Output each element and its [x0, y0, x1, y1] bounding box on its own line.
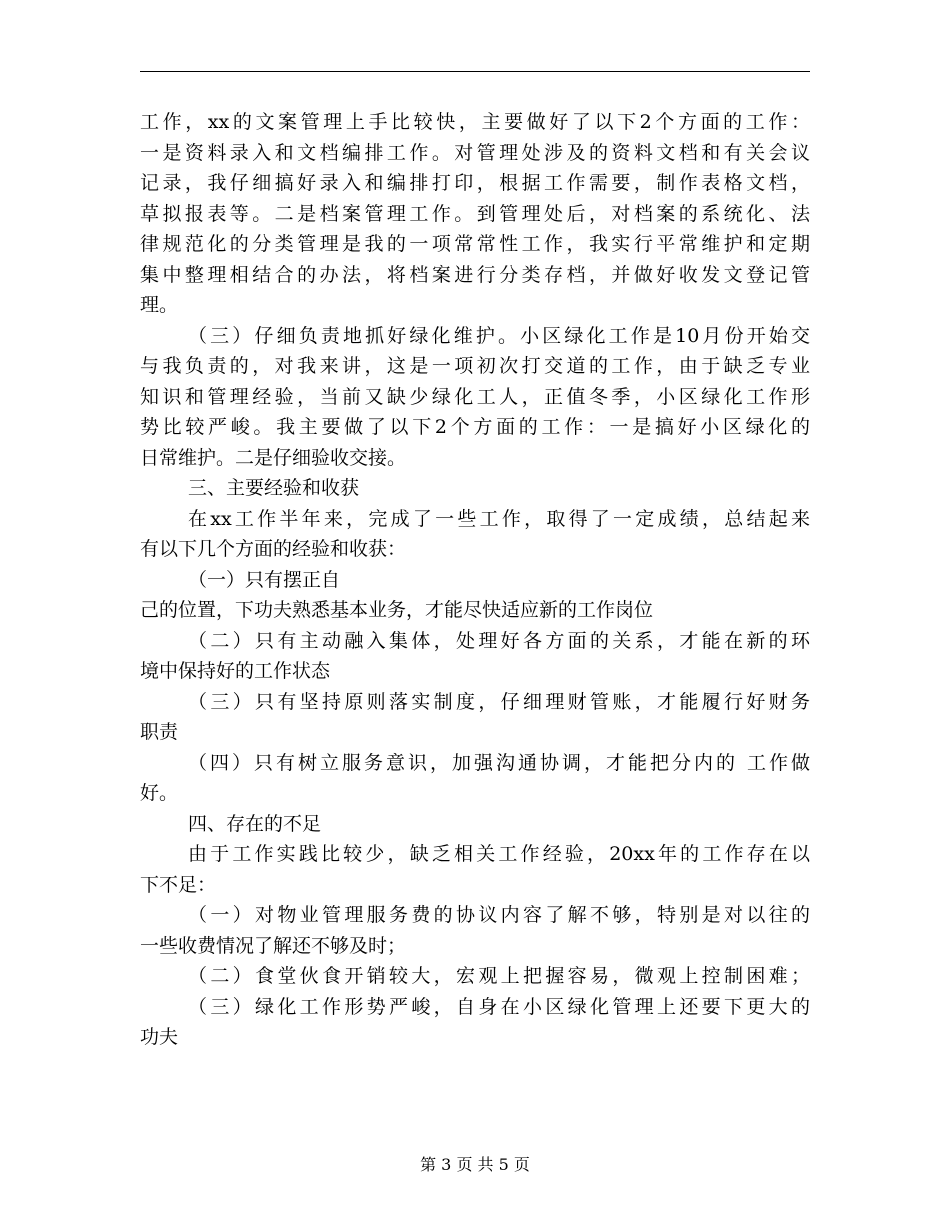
- section-heading: 四、存在的不足: [188, 812, 322, 835]
- text-line: 集中整理相结合的办法，将档案进行分类存档，并做好收发文登记管: [140, 263, 810, 286]
- text-line: 日常维护。二是仔细验收交接。: [140, 446, 407, 469]
- text-line: （一）对物业管理服务费的协议内容了解不够，特别是对以往的: [188, 904, 810, 926]
- text-line: （三）仔细负责地抓好绿化维护。小区绿化工作是10月份开始交: [188, 324, 810, 347]
- text-line: 由于工作实践比较少，缺乏相关工作经验，20xx年的工作存在以: [188, 843, 810, 865]
- text-line: 理。: [140, 294, 179, 316]
- section-heading: 三、主要经验和收获: [188, 477, 360, 499]
- text-line: 与我负责的，对我来讲，这是一项初次打交道的工作，由于缺乏专业: [140, 355, 810, 377]
- text-line: （四）只有树立服务意识，加强沟通协调，才能把分内的 工作做: [188, 751, 810, 774]
- text-line: 草拟报表等。二是档案管理工作。到管理处后，对档案的系统化、法: [140, 202, 810, 225]
- text-line: 境中保持好的工作状态: [140, 660, 331, 682]
- text-line: 己的位置，下功夫熟悉基本业务，才能尽快适应新的工作岗位: [140, 599, 654, 621]
- text-line: （一）只有摆正自: [188, 568, 341, 591]
- text-line: （三）绿化工作形势严峻，自身在小区绿化管理上还要下更大的: [188, 995, 810, 1018]
- text-line: 势比较严峻。我主要做了以下2个方面的工作：一是搞好小区绿化的: [140, 416, 810, 438]
- document-body: [140, 107, 810, 1053]
- text-line: 工作，xx的文案管理上手比较快，主要做好了以下2个方面的工作：: [140, 111, 810, 133]
- text-line: 职责: [140, 721, 179, 743]
- text-line: 知识和管理经验，当前又缺少绿化工人，正值冬季，小区绿化工作形: [140, 385, 810, 408]
- text-line: （二）食堂伙食开销较大，宏观上把握容易，微观上控制困难；: [188, 965, 810, 987]
- text-line: （二）只有主动融入集体，处理好各方面的关系，才能在新的环: [188, 629, 810, 652]
- page-footer: 第 3 页 共 5 页: [420, 1155, 530, 1174]
- header-rule: [140, 71, 810, 72]
- text-line: 一是资料录入和文档编排工作。对管理处涉及的资料文档和有关会议: [140, 141, 810, 164]
- text-line: 记录，我仔细搞好录入和编排打印，根据工作需要，制作表格文档，: [140, 172, 810, 194]
- text-line: 下不足：: [140, 873, 217, 896]
- text-line: 在xx工作半年来，完成了一些工作，取得了一定成绩，总结起来: [188, 507, 810, 530]
- text-line: 律规范化的分类管理是我的一项常常性工作，我实行平常维护和定期: [140, 233, 810, 255]
- text-line: （三）只有坚持原则落实制度，仔细理财管账，才能履行好财务: [188, 690, 810, 713]
- text-line: 好。: [140, 782, 179, 804]
- text-line: 有以下几个方面的经验和收获：: [140, 538, 407, 560]
- text-line: 一些收费情况了解还不够及时；: [140, 934, 407, 957]
- text-line: 功夫: [140, 1026, 179, 1048]
